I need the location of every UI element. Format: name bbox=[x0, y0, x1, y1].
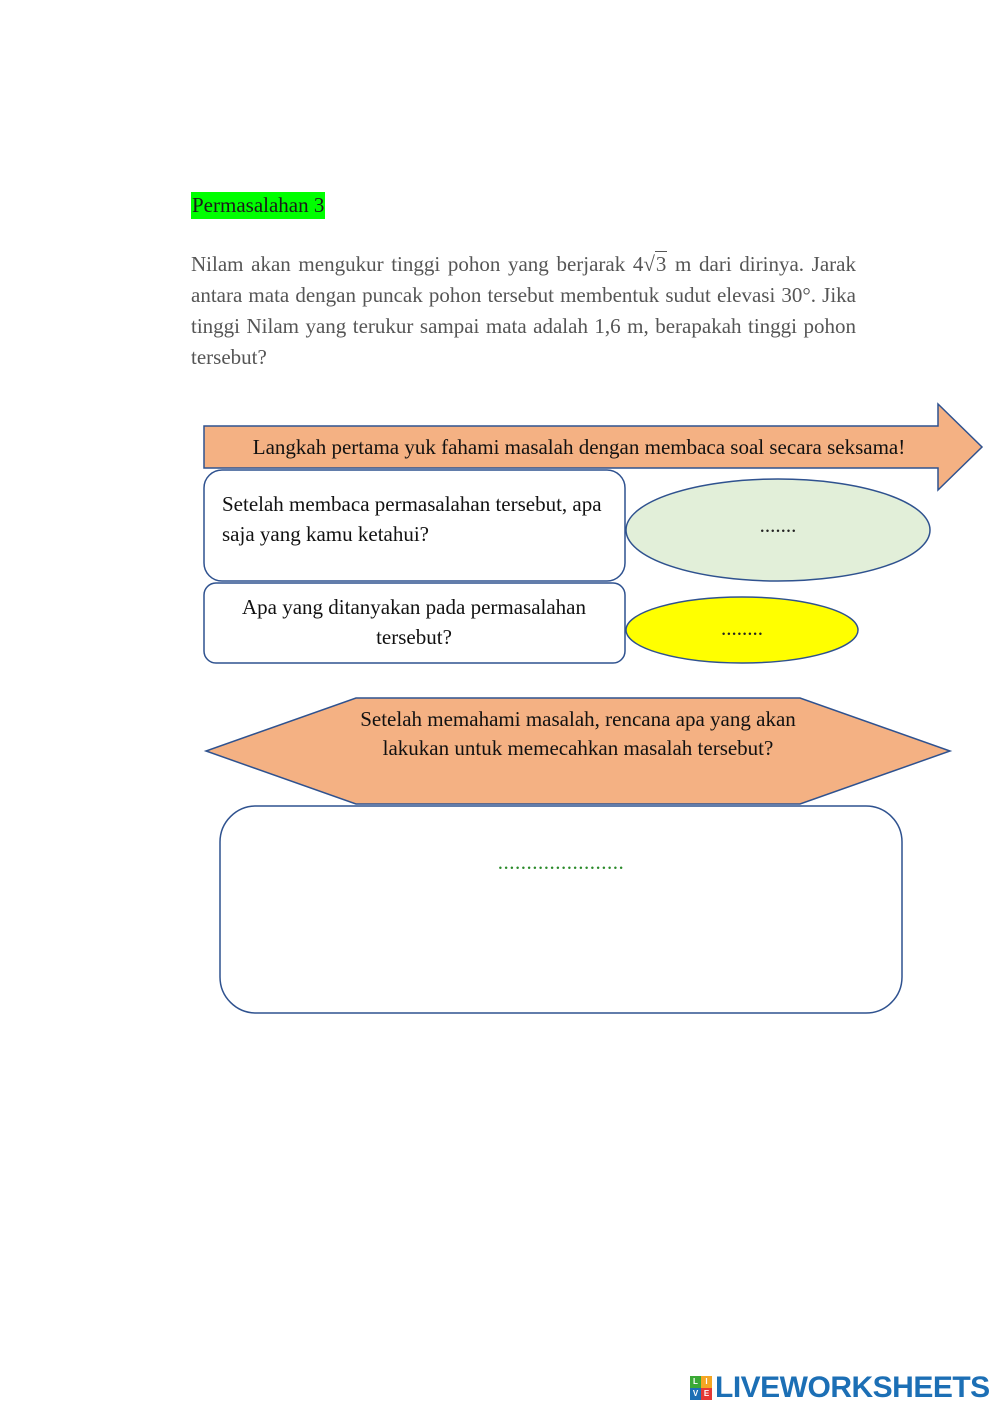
logo-badge-letter: L bbox=[690, 1376, 701, 1388]
logo-badge-letter: V bbox=[690, 1388, 701, 1400]
known-question-text: Setelah membaca permasalahan tersebut, apa saja yang kamu ketahui? bbox=[222, 492, 602, 546]
logo-badge-letter: I bbox=[701, 1376, 712, 1388]
problem-text-part1: Nilam akan mengukur tinggi pohon yang berjarak 4 bbox=[191, 252, 644, 276]
sqrt-radicand: 3 bbox=[655, 252, 667, 276]
liveworksheets-logo bbox=[690, 1372, 990, 1404]
problem-text-part2: m dari dirinya. Jarak antara mata dengan puncak pohon tersebut membentuk sudut elevasi 30°. Jika tinggi Nilam yang terukur sampai mata adalah 1,6 m, berapakah tinggi pohon tersebut? bbox=[191, 252, 856, 369]
asked-question-text: Apa yang ditanyakan pada permasalahan tersebut? bbox=[241, 595, 587, 649]
sqrt-symbol: √ bbox=[643, 252, 655, 276]
plan-answer-field[interactable]: ...................... bbox=[497, 850, 625, 874]
step1-arrow-label: Langkah pertama yuk fahami masalah dengan membaca soal secara seksama! bbox=[252, 435, 906, 459]
problem-heading: Permasalahan 3 bbox=[192, 193, 325, 217]
plan-prompt-text: Setelah memahami masalah, rencana apa yang akan lakukan untuk memecahkan masalah tersebut? bbox=[360, 707, 796, 760]
known-answer-field[interactable]: ....... bbox=[759, 513, 797, 537]
plan-answer-box[interactable] bbox=[220, 806, 902, 1013]
logo-text: LIVEWORKSHEETS bbox=[715, 1371, 990, 1404]
logo-badge-letter: E bbox=[701, 1388, 712, 1400]
asked-answer-field[interactable]: ........ bbox=[721, 616, 763, 640]
logo-badge-icon bbox=[690, 1376, 712, 1400]
